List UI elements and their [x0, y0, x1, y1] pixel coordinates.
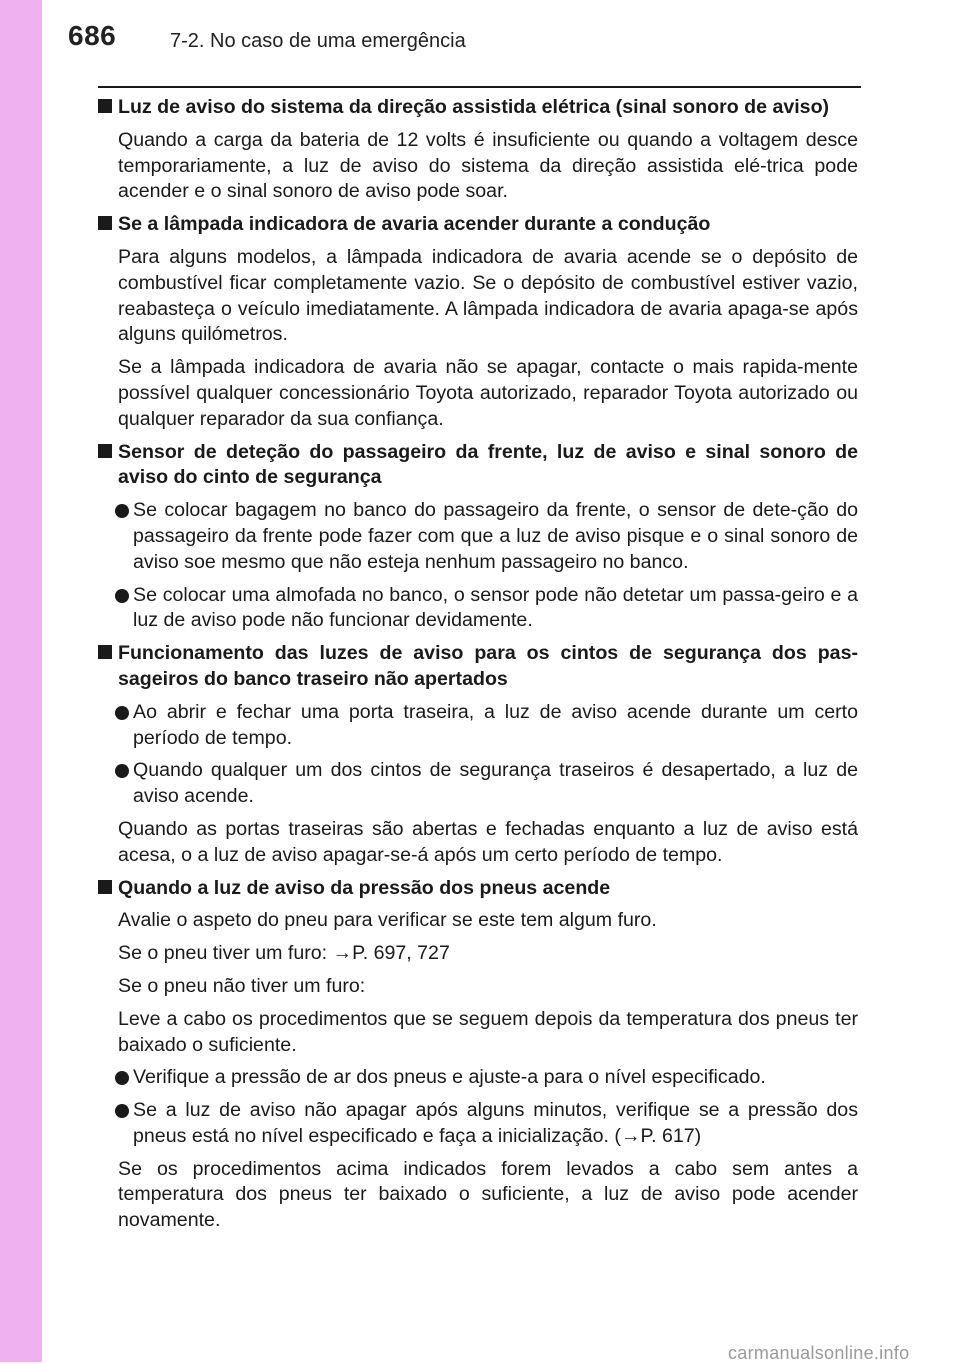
section-heading: [98, 95, 858, 121]
paragraph-text: Para alguns modelos, a lâmpada indicadora de avaria acende se o depósito de combustível ficar completamente vazio. Se o depósito de combustível estiver vazio, reabasteça o veículo imediatamente. A lâmpada indicadora de avaria apaga-se após alguns quilómetros.: [118, 245, 858, 346]
heading-text: Quando a luz de aviso da pressão dos pneus acende: [118, 876, 611, 899]
bullet-text: Verifique a pressão de ar dos pneus e ajuste-a para o nível especificado.: [133, 1066, 766, 1089]
body-paragraph: [98, 817, 858, 869]
page-header: [42, 0, 960, 64]
paragraph-text: Se a lâmpada indicadora de avaria não se apagar, contacte o mais rapida-mente possível qualquer concessionário Toyota autorizado, reparador Toyota autorizado ou qualquer reparador da sua confiança.: [118, 356, 858, 430]
paragraph-text: Quando a carga da bateria de 12 volts é insuficiente ou quando a voltagem desce temporariamente, a luz de aviso do sistema da direção assistida elé-trica pode acender e o sinal sonoro de aviso pode soar.: [118, 128, 858, 203]
bullet-item: [98, 1065, 858, 1091]
bullet-item: [98, 498, 858, 575]
bullet-item: [98, 700, 858, 752]
body-paragraph: [98, 908, 858, 934]
content-body: [98, 95, 858, 1234]
section-heading: [98, 212, 858, 238]
section-heading: [98, 440, 858, 492]
square-bullet-icon: [98, 444, 112, 458]
square-bullet-icon: [98, 216, 112, 230]
page-number: 686: [68, 20, 117, 51]
body-paragraph: [98, 1007, 858, 1059]
heading-text: Luz de aviso do sistema da direção assistida elétrica (sinal sonoro de aviso): [118, 96, 830, 118]
paragraph-text: Quando as portas traseiras são abertas e fechadas enquanto a luz de aviso está acesa, o a luz de aviso apagar-se-á após um certo período de tempo.: [118, 817, 858, 866]
square-bullet-icon: [98, 645, 112, 659]
bullet-text: Quando qualquer um dos cintos de segurança traseiros é desapertado, a luz de aviso acende.: [133, 759, 858, 808]
body-paragraph: [98, 941, 858, 967]
heading-text: Funcionamento das luzes de aviso para os cintos de segurança dos pas-sageiros do banco traseiro não apertados: [118, 642, 858, 690]
body-paragraph: [98, 245, 858, 348]
heading-text: Se a lâmpada indicadora de avaria acender durante a condução: [118, 213, 711, 236]
round-bullet-icon: [115, 504, 129, 518]
round-bullet-icon: [115, 1104, 129, 1118]
bullet-text: Se colocar bagagem no banco do passageiro da frente, o sensor de dete-ção do passageiro da frente pode fazer com que a luz de aviso pisque e o sinal sonoro de aviso soe mesmo que não esteja nenhum passageiro no banco.: [133, 499, 858, 573]
paragraph-text: Se o pneu tiver um furo: →P. 697, 727: [118, 942, 450, 965]
section-heading: [98, 876, 858, 902]
bullet-text: Se a luz de aviso não apagar após alguns minutos, verifique se a pressão dos pneus está no nível especificado e faça a inicialização. (→P. 617): [133, 1099, 858, 1147]
heading-text: Sensor de deteção do passageiro da frente, luz de aviso e sinal sonoro de aviso do cinto de segurança: [118, 440, 858, 489]
header-rule: [98, 86, 861, 88]
paragraph-text: Se os procedimentos acima indicados forem levados a cabo sem antes a temperatura dos pneus ter baixado o suficiente, a luz de aviso pode acender novamente.: [118, 1157, 858, 1232]
body-paragraph: [98, 1157, 858, 1234]
round-bullet-icon: [115, 1071, 129, 1085]
paragraph-text: Leve a cabo os procedimentos que se seguem depois da temperatura dos pneus ter baixado o suficiente.: [118, 1007, 858, 1056]
square-bullet-icon: [98, 99, 112, 113]
bullet-text: Se colocar uma almofada no banco, o sensor pode não detetar um passa-geiro e a luz de aviso pode não funcionar devidamente.: [133, 583, 858, 632]
bullet-item: [98, 583, 858, 635]
paragraph-text: Se o pneu não tiver um furo:: [118, 974, 366, 997]
round-bullet-icon: [115, 589, 129, 603]
bullet-item: [98, 758, 858, 810]
bullet-item: [98, 1098, 858, 1150]
body-paragraph: [98, 128, 858, 205]
side-color-band: [0, 0, 42, 1362]
watermark: carmanualsonline.info: [728, 1343, 910, 1363]
section-heading: [98, 641, 858, 693]
bullet-text: Ao abrir e fechar uma porta traseira, a luz de aviso acende durante um certo período de tempo.: [133, 700, 858, 749]
round-bullet-icon: [115, 706, 129, 720]
body-paragraph: [98, 355, 858, 432]
body-paragraph: [98, 974, 858, 1000]
section-title: 7-2. No caso de uma emergência: [170, 30, 466, 52]
paragraph-text: Avalie o aspeto do pneu para verificar se este tem algum furo.: [118, 909, 657, 932]
square-bullet-icon: [98, 880, 112, 894]
round-bullet-icon: [115, 764, 129, 778]
